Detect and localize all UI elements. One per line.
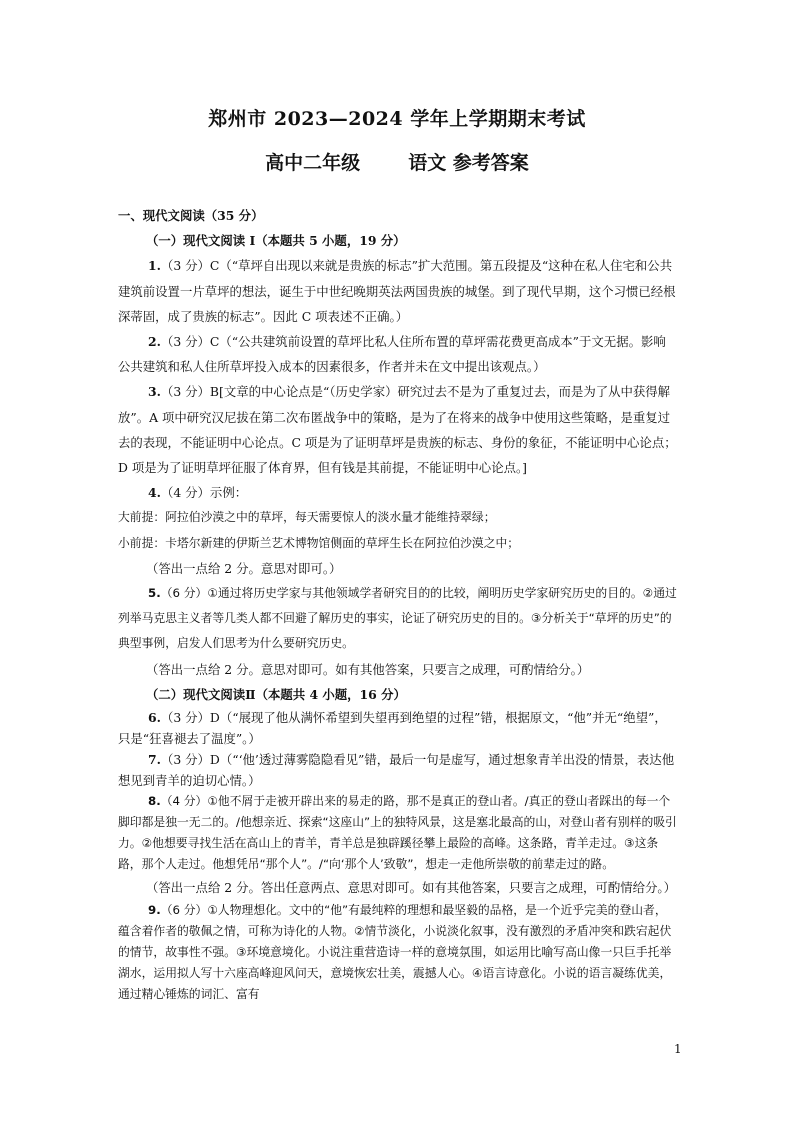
answer-text: （3 分）D（“展现了他从满怀希望到失望再到绝望的过程”错，根据原文，“他”并无“绝望”，只是“狂喜褪去了温度”。） bbox=[118, 710, 667, 747]
answer-text: （6 分）①通过将历史学家与其他领域学者研究目的的比较，阐明历史学家研究历史的目的。②通过列举马克思主义者等几类人都不回避了解历史的事实，论证了研究历史的目的。③分析关于“草坪的历史”的典型事例，启发人们思考为什么要研究历史。 bbox=[118, 586, 677, 651]
page-number: 1 bbox=[674, 1042, 682, 1056]
subject-label: 语文 参考答案 bbox=[408, 152, 529, 174]
answer-text: （4 分）①他不屑于走被开辟出来的易走的路，那不是真正的登山者。/真正的登山者踩出的每一个脚印都是独一无二的。/他想亲近、探索“这座山”上的独特风景，这是塞北最高的山，对登山者有别样的吸引力。②他想要寻找生活在高山上的青羊，青羊总是独辟蹊径攀上最险的高峰。这条路，青羊走过。③这条路，那个人走过。他想凭吊“那个人”。/“向‘那个人’致敬”，想走一走他所崇敬的前辈走过的路。 bbox=[118, 794, 677, 872]
answer-text: （3 分）C（“草坪自出现以来就是贵族的标志”扩大范围。第五段提及“这种在私人住宅和公共建筑前设置一片草坪的想法，诞生于中世纪晚期英法两国贵族的城堡。到了现代早期，这个习惯已经根深蒂固，成了贵族的标志”。因此 C 项表述不正确。） bbox=[118, 258, 676, 324]
question-number: 2. bbox=[148, 334, 161, 350]
major-premise: 大前提：阿拉伯沙漠之中的草坪，每天需要惊人的淡水量才能维持翠绿； bbox=[118, 510, 496, 525]
answer-4 bbox=[118, 480, 678, 505]
exam-title: 郑州市 2023—2024 学年上学期期末考试 bbox=[208, 108, 586, 130]
answer-text: （4 分）示例： bbox=[160, 485, 248, 501]
answer-7 bbox=[118, 749, 678, 791]
question-number: 4. bbox=[148, 485, 161, 501]
answer-text: （3 分）D（“‘他’透过薄雾隐隐看见”错，最后一句是虚写，通过想象青羊出没的情景，表达他想见到青羊的迫切心情。） bbox=[118, 752, 675, 789]
answer-1 bbox=[118, 253, 678, 329]
answer-text: （3 分）B[文章的中心论点是“（历史学家）研究过去不是为了重复过去，而是为了从中获得解放”。A 项中研究汉尼拔在第二次布匿战争中的策略，是为了在将来的战争中使用这些策略，是重复过去的表现，不能证明中心论点。C 项是为了证明草坪是贵族的标志、身份的象征，不能证明中心论点；D 项是为了证明草坪征服了体育界，但有钱是其前提，不能证明中心论点。] bbox=[118, 384, 677, 476]
question-number: 5. bbox=[148, 586, 161, 601]
answer-text: （6 分）①人物理想化。文中的“他”有最纯粹的理想和最坚毅的品格，是一个近乎完美的登山者，蕴含着作者的敬佩之情，可称为诗化的人物。②情节淡化，小说淡化叙事，没有激烈的矛盾冲突和跌宕起伏的情节，故事性不强。③环境意境化。小说注重营造诗一样的意境氛围，如运用比喻写高山像一只巨手托举湖水，运用拟人写十六座高峰迎风问天，意境恢宏壮美，震撼人心。④语言诗意化。小说的语言凝练优美，通过精心锤炼的词汇、富有 bbox=[118, 903, 672, 1002]
scoring-note-4: （答出一点给 2 分。意思对即可。） bbox=[146, 560, 342, 576]
exam-subtitle bbox=[0, 148, 794, 175]
grade-label: 高中二年级 bbox=[265, 152, 361, 174]
question-number: 1. bbox=[148, 258, 161, 274]
question-number: 3. bbox=[148, 384, 161, 400]
answer-text: （3 分）C（“公共建筑前设置的草坪比私人住所布置的草坪需花费更高成本”于文无据。影响公共建筑和私人住所草坪投入成本的因素很多，作者并未在文中提出该观点。） bbox=[118, 334, 666, 375]
minor-premise: 小前提：卡塔尔新建的伊斯兰艺术博物馆侧面的草坪生长在阿拉伯沙漠之中； bbox=[118, 535, 520, 550]
answer-8 bbox=[118, 791, 678, 875]
answer-6 bbox=[118, 707, 678, 749]
part-heading-1: （一）现代文阅读 I（本题共 5 小题，19 分） bbox=[146, 233, 406, 249]
answer-9 bbox=[118, 900, 678, 1005]
answer-3 bbox=[118, 379, 678, 480]
section-heading: 一、现代文阅读（35 分） bbox=[118, 208, 264, 223]
answer-body bbox=[118, 203, 678, 1005]
question-number: 6. bbox=[148, 710, 161, 726]
part-heading-2: （二）现代文阅读Ⅱ（本题共 4 小题，16 分） bbox=[146, 686, 406, 702]
question-number: 7. bbox=[148, 752, 161, 768]
answer-5 bbox=[118, 581, 678, 657]
question-number: 9. bbox=[148, 903, 161, 918]
scoring-note-5: （答出一点给 2 分。意思对即可。如有其他答案，只要言之成理，可酌情给分。） bbox=[146, 661, 590, 677]
scoring-note-8: （答出一点给 2 分。答出任意两点、意思对即可。如有其他答案，只要言之成理，可酌情给分。） bbox=[146, 880, 676, 896]
answer-2 bbox=[118, 329, 678, 379]
question-number: 8. bbox=[148, 794, 161, 809]
